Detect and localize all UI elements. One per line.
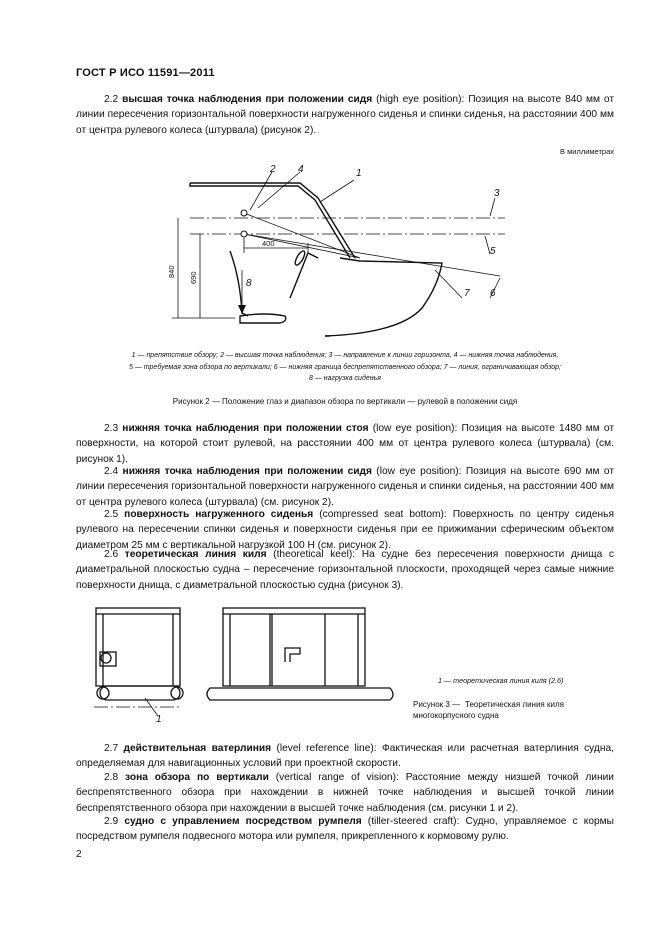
standard-header: ГОСТ Р ИСО 11591—2011: [76, 67, 215, 79]
legend-line: 5 — требуемая зона обзора по вертикали; 6 — нижняя граница беспрепятственного обзора; 7 — линия, ограничивающая обзор;: [129, 363, 561, 371]
figure-3-legend: 1 — теоретическая линия киля (2.6): [438, 676, 564, 685]
label-6: 6: [490, 288, 496, 299]
term: теоретическая линия киля: [124, 549, 267, 560]
hull-outline: [325, 258, 442, 336]
clause-number: 2.9: [104, 816, 119, 827]
definition-2-7: [76, 741, 614, 772]
low-eye-point: [241, 231, 247, 237]
definition-text: (low eye position): Позиция на высоте 1480 мм от поверхности, на которой стоит рулевой, на расстоянии 400 мм от центра рулевого колеса (штурвала) (см. рисунок 1).: [76, 423, 614, 465]
term: высшая точка наблюдения при положении сидя: [122, 94, 373, 105]
clause-number: 2.2: [104, 94, 119, 105]
label-3: 3: [494, 188, 500, 199]
high-eye-point: [241, 210, 247, 216]
definition-2-9: [76, 814, 614, 845]
dim-690: 690: [189, 271, 198, 284]
figure-3-caption: Теоретическая линия киля многокорпусного судна: [413, 700, 564, 720]
label-5: 5: [490, 246, 496, 257]
definition-text: (low eye position): Позиция на высоте 690 мм от линии пересечения горизонтальной поверхности нагруженного сиденья и спинки сиденья, на расстоянии 400 мм от центра рулевого колеса (штурвала) (см. рисунок 2).: [76, 466, 614, 508]
term: действительная ватерлиния: [123, 743, 272, 754]
label-2: 2: [270, 164, 276, 175]
label-4: 4: [298, 164, 304, 175]
definition-text: (compressed seat bottom): Поверхность по центру сиденья рулевого на пересечении спинки сиденья и поверхности сиденья при ее прижимании сферическим объектом диаметром 25 мм с вертикальной нагрузкой 100 Н (см. рисунок 2).: [76, 509, 614, 551]
clause-number: 2.6: [104, 549, 119, 560]
definition-text: (high eye position): Позиция на высоте 840 мм от линии пересечения горизонтальной поверхности нагруженного сиденья и спинки сиденья, на расстоянии 400 мм от центра рулевого колеса (штурвала) (рисунок 2).: [76, 94, 614, 136]
figure-3-title: [413, 699, 615, 721]
definition-2-6: [76, 547, 614, 593]
units-label: В миллиметрах: [560, 147, 614, 156]
cabin-front-view: [96, 608, 180, 686]
figure-3-label-1: 1: [156, 714, 162, 725]
dim-840: 840: [167, 265, 176, 278]
definition-2-4: [76, 464, 614, 510]
definition-text: (tiller-steered craft): Судно, управляемое с кормы посредством румпеля подвесного мотора или румпеля, прикрепленного к кормовому рулю.: [76, 816, 614, 843]
steering-column: [290, 253, 318, 298]
definition-text: (theoretical keel): На судне без пересечения поверхности днища с диаметральной плоскостью судна – пересечение горизонтальной плоскости, проходящей через самые нижние поверхности днища, с диаметральной плоскостью судна (рисунок 3).: [76, 549, 614, 591]
term: нижняя точка наблюдения при положении сидя: [122, 466, 372, 477]
figure-3-diagram: [90, 600, 410, 725]
figure-2-title: Рисунок 2 — Положение глаз и диапазон обзора по вертикали — рулевой в положении сидя: [172, 397, 518, 406]
figure-2-legend: [76, 350, 614, 385]
legend-line: 8 — нагрузка сиденья: [309, 375, 381, 382]
figure-2-diagram: [160, 158, 520, 343]
clause-number: 2.7: [104, 743, 119, 754]
page-number: 2: [76, 849, 82, 860]
clause-number: 2.4: [104, 466, 119, 477]
definition-2-2: [76, 92, 614, 138]
definition-text: (vertical range of vision): Расстояние между низшей точкой линии беспрепятственного обзора при нахождении в нижней точке наблюдения и высшей точкой линии беспрепятственного обзора при нахождении в высшей точке наблюдения (см. рисунки 1 и 2).: [76, 772, 615, 814]
definition-text: (level reference line): Фактическая или расчетная ватерлиния судна, определяемая для навигационных условий при проектной скорости.: [76, 743, 614, 770]
term: поверхность нагруженного сиденья: [124, 509, 314, 520]
definition-2-3: [76, 421, 614, 467]
legend-line: 1 — препятствие обзору; 2 — высшая точка наблюдения; 3 — направление к линии горизонта, 4 — нижняя точка наблюдения,: [131, 352, 559, 359]
label-8: 8: [246, 278, 252, 289]
load-arrow: [238, 305, 246, 314]
term: зона обзора по вертикали: [125, 772, 269, 783]
label-7: 7: [464, 288, 470, 299]
dim-400: 400: [262, 239, 275, 248]
term: судно с управлением посредством румпеля: [124, 816, 362, 827]
cabin-side-view: [223, 608, 365, 686]
clause-number: 2.5: [104, 509, 119, 520]
label-1: 1: [356, 168, 362, 179]
term: нижняя точка наблюдения при положении стоя: [122, 423, 369, 434]
clause-number: 2.3: [104, 423, 119, 434]
definition-2-8: [76, 770, 614, 816]
figure-3-number: Рисунок 3 —: [413, 700, 461, 709]
clause-number: 2.8: [104, 772, 119, 783]
hull-side: [207, 688, 393, 700]
seat-bottom: [240, 314, 286, 323]
